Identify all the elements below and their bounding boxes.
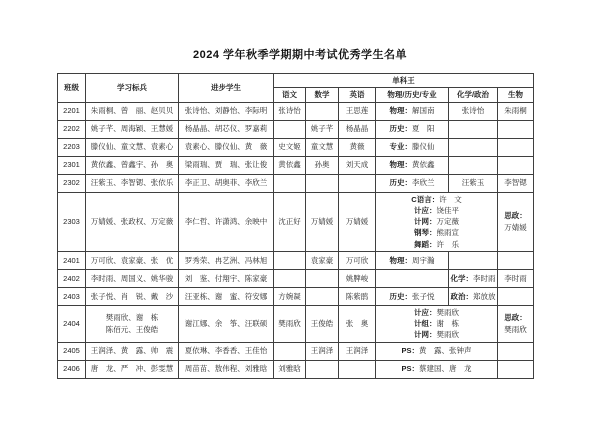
cell-physics-history-specialty (376, 269, 449, 287)
subject-label: 计组： (414, 319, 437, 328)
cell-chinese (274, 120, 306, 138)
cell-study-model (86, 342, 179, 360)
page-title: 2024 学年秋季学期期中考试优秀学生名单 (192, 49, 408, 61)
cell-line: 计组：谢 栋 (414, 319, 459, 328)
cell-line: 计应：樊雨欣 (414, 307, 459, 317)
cell-chinese (274, 251, 306, 269)
cell-line: 朱雨桐、曾 丽、赵贝贝 (90, 106, 174, 116)
header-subject: 物理/历史/专业 (376, 88, 449, 102)
cell-class: 2403 (58, 287, 86, 305)
cell-biology (498, 269, 534, 287)
cell-chemistry-politics (449, 138, 498, 156)
subject-label: 思政： (504, 313, 527, 323)
cell-math (306, 360, 339, 378)
cell-progress-students: 罗秀荣、冉艺洲、冯林旭 (179, 251, 274, 269)
table-row (58, 360, 534, 378)
cell-class: 2202 (58, 120, 86, 138)
header-row-top (58, 74, 534, 88)
cell-chinese (274, 174, 306, 192)
cell-biology (498, 342, 534, 360)
subject-label: 计应： (414, 307, 437, 317)
cell-english: 万婧媛 (339, 192, 376, 251)
subject-label: 计网： (414, 330, 437, 340)
cell-physics-history-specialty (376, 192, 498, 251)
cell-line: 唐 龙、严 冲、彭雯慧 (90, 364, 174, 374)
table-row (58, 251, 534, 269)
cell-progress-students: 周苗苗、敖伟程、刘雅晗 (179, 360, 274, 378)
cell-line: 李智锶 (504, 178, 527, 188)
subject-label: 历史： (389, 124, 412, 134)
cell-progress-students: 袁素心、滕仪仙、黄 薇 (179, 138, 274, 156)
subject-label: 专业： (389, 142, 412, 152)
cell-english: 陈紫鹃 (339, 287, 376, 305)
cell-math: 孙奥 (306, 156, 339, 174)
header-subject: 英语 (339, 88, 376, 102)
header-class: 班级 (58, 74, 86, 103)
cell-biology (498, 138, 534, 156)
cell-study-model (86, 192, 179, 251)
cell-line (499, 210, 532, 221)
cell-line: 计网：樊雨欣 (414, 330, 459, 340)
cell-line: 张诗怡 (461, 106, 485, 116)
cell-line: 滕仪仙、童文慧、袁素心 (90, 142, 174, 152)
cell-study-model (86, 174, 179, 192)
cell-line (499, 312, 532, 323)
cell-physics-history-specialty (376, 156, 449, 174)
cell-math (306, 174, 339, 192)
table-body (58, 102, 534, 378)
cell-line: 万婧媛、张政权、万定薇 (90, 217, 174, 226)
header-single-subject-king: 单科王 (274, 74, 534, 88)
table-row (58, 102, 534, 120)
header-study-model: 学习标兵 (86, 74, 179, 103)
cell-class: 2301 (58, 156, 86, 174)
cell-study-model (86, 251, 179, 269)
cell-chemistry-politics (449, 120, 498, 138)
cell-line: 李时雨、周国义、姚华骏 (90, 273, 174, 283)
table-row (58, 305, 534, 342)
cell-class: 2303 (58, 192, 86, 251)
cell-chinese (274, 269, 306, 287)
cell-line: 朱雨桐 (504, 106, 527, 116)
subject-label: 钢琴： (414, 228, 437, 238)
table-row (58, 156, 534, 174)
cell-chemistry-politics (449, 269, 498, 287)
table-row (58, 138, 534, 156)
cell-line: 樊雨欣、谢 栋 (105, 313, 159, 323)
cell-english: 王润泽 (339, 342, 376, 360)
subject-label: 化学： (450, 273, 473, 283)
cell-biology (498, 360, 534, 378)
cell-progress-students: 刘 鉴、付翔宇、陈家豪 (179, 269, 274, 287)
header-subject: 语文 (274, 88, 306, 102)
cell-english (339, 360, 376, 378)
cell-chinese: 黄依鑫 (274, 156, 306, 174)
subject-label: 历史： (389, 291, 412, 301)
cell-study-model (86, 269, 179, 287)
cell-line: 历史：夏 阳 (389, 124, 435, 134)
cell-line: 化学：李时雨 (450, 273, 496, 283)
subject-label: 计应： (414, 205, 437, 215)
cell-english: 张 奥 (339, 305, 376, 342)
cell-line: 专业：滕仪仙 (389, 142, 435, 152)
cell-line: 计网：万定薇 (414, 217, 459, 226)
subject-label: 物理： (389, 106, 412, 116)
cell-math (306, 269, 339, 287)
cell-biology (498, 251, 534, 269)
cell-physics-history-specialty (376, 251, 449, 269)
cell-math (306, 102, 339, 120)
cell-english: 杨晶晶 (339, 120, 376, 138)
cell-line: 物理：周宇瀚 (389, 255, 435, 265)
table-row (58, 192, 534, 251)
cell-class: 2404 (58, 305, 86, 342)
cell-chemistry-politics (449, 174, 498, 192)
cell-math: 姚子芊 (306, 120, 339, 138)
header-subject: 生物 (498, 88, 534, 102)
cell-progress-students: 夏依琳、李香香、王佳怡 (179, 342, 274, 360)
cell-class: 2201 (58, 102, 86, 120)
cell-line: PS：蔡建国、唐 龙 (401, 364, 472, 374)
cell-study-model (86, 120, 179, 138)
cell-progress-students: 杨晶晶、胡芯仪、罗嘉莉 (179, 120, 274, 138)
subject-label: 思政： (504, 211, 527, 221)
cell-line: 万可欣、袁家豪、张 优 (90, 255, 174, 265)
header-progress-students: 进步学生 (179, 74, 274, 103)
students-table (57, 73, 534, 379)
cell-study-model (86, 138, 179, 156)
cell-math: 王润泽 (306, 342, 339, 360)
table-row (58, 269, 534, 287)
cell-line: 物理：黄依鑫 (389, 160, 435, 170)
cell-biology (498, 102, 534, 120)
cell-physics-history-specialty (376, 360, 498, 378)
cell-progress-students: 李正卫、胡奥菲、李欣兰 (179, 174, 274, 192)
cell-chemistry-politics (449, 287, 498, 305)
cell-chinese: 樊雨欣 (274, 305, 306, 342)
cell-math (306, 287, 339, 305)
cell-chinese: 方婉凝 (274, 287, 306, 305)
cell-line: 万婧媛 (504, 222, 527, 232)
cell-chemistry-politics (449, 102, 498, 120)
cell-physics-history-specialty (376, 102, 449, 120)
cell-study-model (86, 156, 179, 174)
cell-chemistry-politics (449, 251, 498, 269)
subject-label: PS： (401, 364, 419, 374)
cell-physics-history-specialty (376, 305, 498, 342)
cell-physics-history-specialty (376, 342, 498, 360)
table-row (58, 174, 534, 192)
cell-english (339, 174, 376, 192)
cell-line: 舞蹈：许 乐 (414, 239, 459, 249)
table-row (58, 120, 534, 138)
cell-biology (498, 120, 534, 138)
cell-line: 陈佰元、王俊皓 (105, 324, 159, 334)
cell-chinese (274, 342, 306, 360)
cell-math: 王俊皓 (306, 305, 339, 342)
cell-line: 黄依鑫、曾鑫宇、孙 奥 (90, 160, 174, 170)
cell-math: 袁家豪 (306, 251, 339, 269)
cell-line: 政治：郑放放 (450, 291, 496, 301)
cell-line: 计应：饶佳平 (414, 205, 459, 215)
cell-chinese: 沈正好 (274, 192, 306, 251)
cell-english: 刘天成 (339, 156, 376, 174)
cell-progress-students: 李仁哲、许潇鸿、余映中 (179, 192, 274, 251)
subject-label: 物理： (389, 160, 412, 170)
cell-english: 黄薇 (339, 138, 376, 156)
cell-study-model (86, 360, 179, 378)
cell-physics-history-specialty (376, 287, 449, 305)
subject-label: C语言： (411, 194, 440, 204)
cell-line: C语言：许 文 (411, 194, 462, 204)
cell-line: 李时雨 (504, 273, 527, 283)
cell-math: 万婧媛 (306, 192, 339, 251)
cell-english: 姚脾峻 (339, 269, 376, 287)
cell-class: 2402 (58, 269, 86, 287)
cell-line: 王润泽、黄 露、帅 震 (90, 346, 174, 356)
cell-progress-students: 张诗怡、刘静怡、李际明 (179, 102, 274, 120)
cell-line: PS：黄 露、张钟声 (401, 346, 472, 356)
cell-line: 汪紫玉 (461, 178, 485, 188)
cell-line: 物理：解国南 (389, 106, 435, 116)
cell-biology (498, 174, 534, 192)
cell-progress-students: 梁雨瑞、贾 瑞、张让俊 (179, 156, 274, 174)
cell-study-model (86, 287, 179, 305)
cell-class: 2302 (58, 174, 86, 192)
cell-line: 钢琴：熊雨宣 (414, 228, 459, 238)
table-header (58, 74, 534, 103)
table-row (58, 287, 534, 305)
cell-chinese: 张诗怡 (274, 102, 306, 120)
header-subject: 数学 (306, 88, 339, 102)
subject-label: PS： (401, 346, 419, 356)
cell-class: 2406 (58, 360, 86, 378)
subject-label: 舞蹈： (414, 239, 437, 249)
cell-line: 历史：张子悦 (389, 291, 435, 301)
subject-label: 计网： (414, 217, 437, 226)
cell-english: 万可欣 (339, 251, 376, 269)
cell-study-model (86, 305, 179, 342)
subject-label: 政治： (450, 291, 473, 301)
cell-class: 2203 (58, 138, 86, 156)
cell-chemistry-politics (449, 156, 498, 174)
cell-physics-history-specialty (376, 120, 449, 138)
cell-line: 历史：李欣兰 (389, 178, 435, 188)
cell-english: 王思莲 (339, 102, 376, 120)
cell-physics-history-specialty (376, 174, 449, 192)
cell-biology (498, 305, 534, 342)
subject-label: 历史： (389, 178, 412, 188)
cell-biology (498, 156, 534, 174)
cell-progress-students: 汪亚栋、谢 蜜、符安娜 (179, 287, 274, 305)
cell-chinese: 刘雅晗 (274, 360, 306, 378)
table-row (58, 342, 534, 360)
cell-line: 樊雨欣 (504, 324, 527, 334)
cell-physics-history-specialty (376, 138, 449, 156)
cell-math: 童文慧 (306, 138, 339, 156)
cell-line: 姚子芊、周海颖、王慧媛 (90, 124, 174, 134)
cell-class: 2405 (58, 342, 86, 360)
cell-line: 汪紫玉、李智锶、张依乐 (90, 178, 174, 188)
cell-progress-students: 谢江娜、余 筝、汪联硕 (179, 305, 274, 342)
cell-chinese: 史文姬 (274, 138, 306, 156)
cell-biology (498, 287, 534, 305)
cell-study-model (86, 102, 179, 120)
cell-biology (498, 192, 534, 251)
cell-line: 张子悦、肖 锐、戴 沙 (90, 291, 174, 301)
header-subject: 化学/政治 (449, 88, 498, 102)
cell-class: 2401 (58, 251, 86, 269)
subject-label: 物理： (389, 255, 412, 265)
